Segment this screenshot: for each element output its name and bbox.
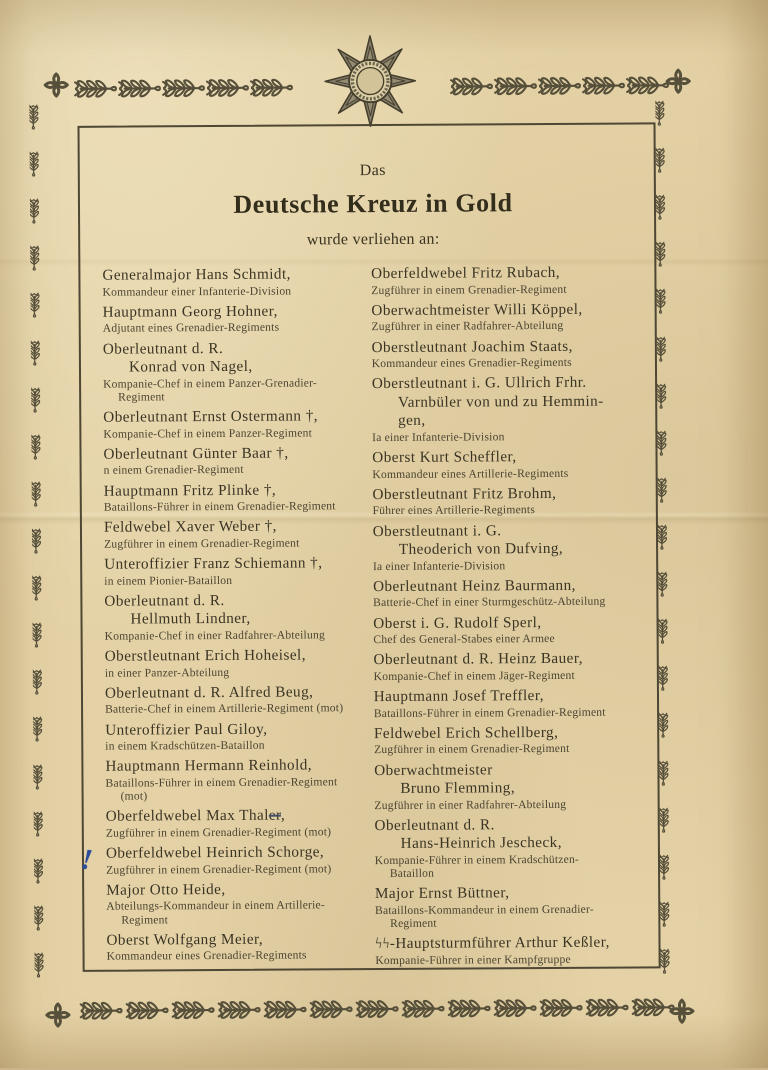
recipient-name: Major Otto Heide, [106,880,226,899]
oak-leaf-icon [656,194,682,238]
oak-leaf-icon [249,75,293,101]
recipient-role: Kommandeur eines Artillerie-Regiments [372,466,569,481]
award-entry [105,720,360,753]
oak-leaf-icon [33,716,59,760]
recipient-name: Unteroffizier Paul Giloy, [105,720,268,739]
oak-leaf-icon [657,289,683,333]
oak-leaf-border-right [655,100,686,992]
recipient-name: Oberstleutnant Fritz Brohm, [372,484,557,503]
recipient-name: Hauptmann Fritz Plinke †, [103,481,277,500]
oak-leaf-icon [355,996,399,1022]
recipient-role: Zugführer in einem Grenadier-Regiment (mot) [106,861,332,877]
recipient-role: Batterie-Chef in einer Sturmgeschütz-Abteilung [373,595,606,610]
oak-leaf-icon [658,477,684,521]
recipient-role: Kompanie-Chef in einem Jäger-Regiment [373,668,575,684]
oak-leaf-icon [660,854,686,898]
award-entry [103,407,358,440]
oak-leaf-icon [658,524,684,568]
oak-leaf-border-top-right-segment [449,72,669,99]
recipient-name: Oberleutnant Günter Baar †, [103,444,289,463]
recipient-role: Zugführer in einer Radfahrer-Abteilung [371,319,564,334]
oak-leaf-icon [34,811,60,855]
award-entry [104,591,359,643]
recipient-role: Kompanie-Chef in einer Radfahrer-Abteilung [104,628,325,643]
recipient-name: Oberst Wolfgang Meier, [106,930,264,949]
oak-leaf-icon [401,996,445,1022]
recipient-role: Adjutant eines Grenadier-Regiments [102,320,280,336]
award-entry [373,521,647,573]
oak-leaf-icon [625,72,669,98]
recipient-role: Zugführer in einer Radfahrer-Abteilung [374,797,567,812]
recipient-name: Hauptmann Georg Hohner, [102,302,278,321]
oak-leaf-icon [73,76,117,102]
oak-leaf-icon [30,198,56,242]
oak-leaf-icon [263,996,307,1022]
page-title: Deutsche Kreuz in Gold [233,188,513,219]
recipient-name: Oberleutnant d. R. Heinz Bauer, [373,650,584,669]
award-entry [105,646,360,679]
oak-leaf-icon [656,242,682,286]
award-entry [374,723,647,756]
award-entry [374,815,648,880]
award-entry [373,576,646,609]
name-text: Oberfeldwebel Max Thal [105,806,269,825]
recipient-name: Feldwebel Xaver Weber †, [103,517,277,536]
recipient-name: Oberleutnant Heinz Baurmann, [373,576,576,595]
recipient-name: Unteroffizier Franz Schiemann †, [104,554,323,573]
recipient-role: Batterie-Chef in einem Artillerie-Regiment (mot) [105,701,344,717]
oak-leaf-icon [658,571,684,615]
recipient-name: Major Ernst Büttner, [374,884,510,903]
recipient-role: Regiment [390,916,437,931]
recipient-name: Oberwachtmeister Willi Köppel, [371,300,583,319]
oak-leaf-icon [309,996,353,1022]
recipient-role: Ia einer Infanterie-Division [372,430,505,444]
oak-leaf-icon [205,75,249,101]
german-cross-star-badge-icon [322,33,419,130]
award-entry [375,884,649,931]
recipient-name: Hellmuth Lindner, [130,610,251,628]
oak-leaf-icon [33,764,59,808]
recipient-role: Kompanie-Führer in einem Kradschützen- [374,852,580,868]
recipient-role: in einem Kradschützen-Bataillon [105,738,265,753]
recipient-role: Führer eines Artillerie-Regiments [372,503,536,518]
recipient-role: Regiment [121,912,169,927]
award-entry [103,302,358,335]
oak-leaf-icon [31,292,57,336]
oak-leaf-icon [660,807,686,851]
intro-word: Das [359,161,386,180]
oak-leaf-icon [537,73,581,99]
oak-leaf-icon [447,995,491,1021]
oak-leaf-icon [659,713,685,757]
oak-leaf-icon [657,430,683,474]
oak-leaf-icon [34,858,60,902]
acorn-rosette-icon [669,998,695,1024]
recipient-role: Bataillons-Führer in einem Grenadier-Regiment [103,499,336,514]
oak-leaf-icon [31,340,57,384]
oak-leaf-icon [661,948,687,992]
award-entry [372,337,645,370]
recipient-name: Oberstleutnant Joachim Staats, [371,337,573,356]
oak-leaf-icon [657,383,683,427]
oak-leaf-icon [33,622,59,666]
oak-leaf-icon [32,481,58,525]
recipient-name: Oberst Kurt Scheffler, [372,448,517,467]
award-entry [371,300,644,333]
oak-leaf-icon [30,245,56,289]
recipient-name: Oberleutnant Ernst Ostermann †, [103,407,319,426]
oak-leaf-icon [35,952,61,996]
oak-leaf-icon [117,75,161,101]
recipient-name: Oberwachtmeister [374,760,493,779]
award-entry [372,374,646,445]
recipient-name: Oberstleutnant i. G. [372,521,502,540]
recipient-role: Chef des General-Stabes einer Armee [373,632,555,647]
acorn-rosette-icon [665,68,691,94]
oak-leaf-icon [493,73,537,99]
oak-leaf-icon [29,104,55,148]
recipient-role: Regiment [118,390,165,404]
award-entry [373,613,646,646]
award-entry [106,880,361,927]
recipient-name: Oberstleutnant Erich Hoheisel, [104,646,306,665]
award-entry [104,481,359,514]
oak-leaf-icon [171,997,215,1023]
oak-leaf-icon [32,575,58,619]
oak-leaf-icon [125,997,169,1023]
recipient-role: Kompanie-Chef in einem Panzer-Regiment [103,425,313,441]
recipient-role: n einem Grenadier-Regiment [103,463,244,478]
recipient-name: Theoderich von Dufving, [398,540,564,559]
award-entry [374,760,648,812]
recipient-role: Ia einer Infanterie-Division [372,558,506,573]
award-entry [372,484,645,517]
recipient-name: gen, [397,412,426,430]
recipient-name: Bruno Flemming, [400,779,516,798]
oak-leaf-icon [449,73,493,99]
recipient-role: in einem Pionier-Bataillon [104,573,233,588]
award-entry [106,930,361,963]
award-entry [105,756,360,803]
recipients-column-right [371,263,649,972]
award-entry [105,683,360,716]
oak-leaf-icon [581,73,625,99]
recipient-role: Kommandeur einer Infanterie-Division [102,284,292,299]
award-entry [371,263,644,296]
oak-leaf-icon [79,998,123,1024]
recipient-role: Abteilungs-Kommandeur in einem Artillerie- [106,898,325,914]
oak-leaf-icon [659,665,685,709]
recipient-role: (mot) [120,789,148,803]
pen-strikethrough: er [268,806,281,824]
recipient-name: Generalmajor Hans Schmidt, [102,265,291,284]
recipient-name: ϟϟ-Hauptsturmführer Arthur Keßler, [375,934,610,953]
oak-leaf-icon [660,901,686,945]
oak-leaf-icon [657,336,683,380]
recipient-name: Oberleutnant d. R. [104,591,225,610]
award-entry [79,843,361,877]
oak-leaf-icon [34,905,60,949]
recipient-role: Bataillons-Kommandeur in einem Grenadier- [374,902,594,918]
recipient-name: Hauptmann Josef Treffler, [373,687,545,706]
award-entry [375,934,648,967]
recipient-role: Kompanie-Führer in einer Kampfgruppe [375,952,571,967]
award-entry [103,444,358,477]
recipient-name: Feldwebel Erich Schellberg, [373,723,559,742]
recipient-name: Oberleutnant d. R. [374,816,495,835]
recipient-name: Hans-Heinrich Jescheck, [400,834,563,853]
inner-rule-frame [78,122,661,972]
acorn-rosette-icon [43,72,69,98]
oak-leaf-icon [161,75,205,101]
oak-leaf-icon [31,434,57,478]
recipient-name: Hauptmann Hermann Reinhold, [105,756,313,776]
oak-leaf-icon [493,995,537,1021]
award-entry [104,517,359,550]
acorn-rosette-icon [45,1002,71,1028]
recipient-role: Bataillons-Führer in einem Grenadier-Regiment [105,775,338,790]
award-entry [104,554,359,587]
oak-leaf-icon [32,528,58,572]
recipient-role: in einer Panzer-Abteilung [104,665,230,680]
recipient-name: Oberleutnant d. R. Alfred Beug, [104,683,314,702]
oak-leaf-icon [30,151,56,195]
recipient-name: Oberst i. G. Rudolf Sperl, [373,613,542,632]
oak-leaf-icon [659,760,685,804]
recipient-role: Zugführer in einem Grenadier-Regiment [104,536,300,551]
oak-leaf-icon [585,995,629,1021]
recipient-role: Kommandeur eines Grenadier-Regiments [371,355,572,371]
oak-leaf-icon [539,995,583,1021]
recipient-name [106,806,361,826]
recipient-name: Varnbüler von und zu Hemmin- [397,392,604,411]
recipient-name: Oberleutnant d. R. [102,339,224,358]
content-area [80,124,659,974]
recipients-column-left [79,265,361,974]
award-entry [372,447,645,480]
subtitle: wurde verliehen an: [306,230,440,249]
award-entry [374,687,647,720]
oak-leaf-icon [655,100,681,144]
recipient-role: Zugführer in einem Grenadier-Regiment (mot) [105,825,332,840]
oak-leaf-icon [33,669,59,713]
award-entry [102,265,357,298]
recipient-role: Kompanie-Chef in einem Panzer-Grenadier- [103,376,318,391]
oak-leaf-icon [217,997,261,1023]
recipient-name: Konrad von Nagel, [128,357,253,376]
recipient-name: Oberstleutnant i. G. Ullrich Frhr. [371,374,587,393]
recipient-role: Zugführer in einem Grenadier-Regiment [374,742,570,757]
recipient-role: Bataillon [389,866,435,881]
recipient-role: Zugführer in einem Grenadier-Regiment [371,282,567,297]
oak-leaf-border-left [29,104,60,996]
oak-leaf-border-top-left-segment [73,75,293,102]
recipient-name: Oberfeldwebel Heinrich Schorge, [105,843,325,862]
award-entry [106,806,361,839]
oak-leaf-icon [656,147,682,191]
oak-leaf-icon [31,387,57,431]
recipient-role: Kommandeur eines Grenadier-Regiments [106,948,307,963]
name-text: , [280,806,286,824]
oak-leaf-icon [659,618,685,662]
recipient-name: Oberfeldwebel Fritz Rubach, [371,263,561,283]
oak-leaf-border-bottom [79,994,675,1024]
award-entry [103,339,358,404]
handwritten-exclamation-mark: ! [79,843,95,877]
recipient-role: Bataillons-Führer in einem Grenadier-Regiment [373,705,606,720]
award-entry [373,650,646,683]
recipient-columns [79,263,648,973]
